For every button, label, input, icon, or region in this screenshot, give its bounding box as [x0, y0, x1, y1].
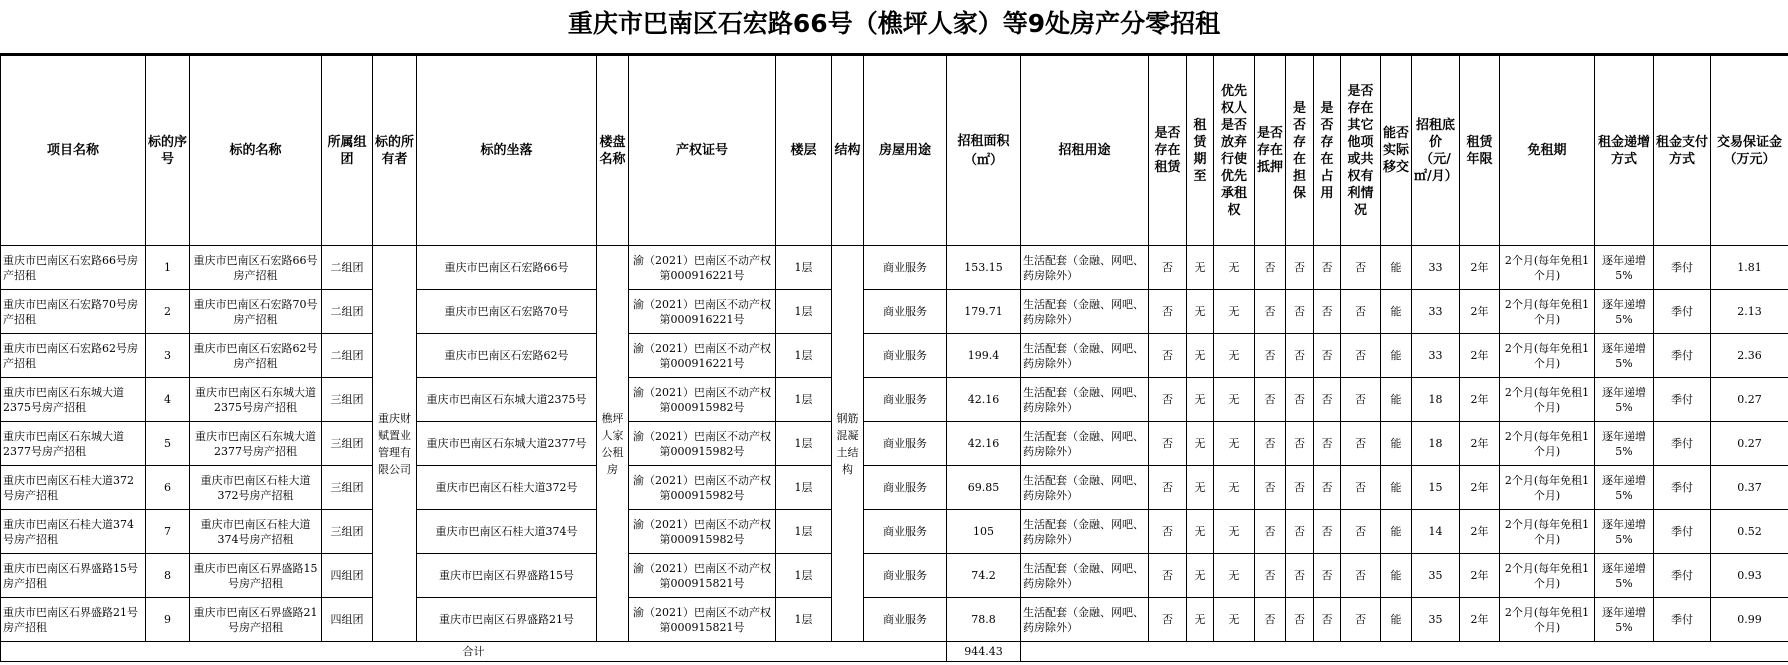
cell-no: 7 — [146, 510, 190, 554]
cell-increase: 逐年递增5% — [1595, 510, 1654, 554]
cell-occupied: 否 — [1314, 466, 1341, 510]
cell-mortgage: 否 — [1255, 554, 1286, 598]
cell-guarantee: 否 — [1286, 290, 1314, 334]
cell-increase: 逐年递增5% — [1595, 378, 1654, 422]
cell-mortgage: 否 — [1255, 334, 1286, 378]
cell-guarantee: 否 — [1286, 598, 1314, 642]
cell-floor: 1层 — [776, 554, 832, 598]
cell-price: 15 — [1412, 466, 1460, 510]
cell-lease-end: 无 — [1187, 334, 1214, 378]
cell-occupied: 否 — [1314, 290, 1341, 334]
cell-project: 重庆市巴南区石东城大道2375号房产招租 — [1, 378, 146, 422]
cell-other: 否 — [1341, 246, 1381, 290]
cell-cert: 渝（2021）巴南区不动产权第000915982号 — [629, 466, 776, 510]
merged-building: 樵坪人家公租房 — [597, 246, 629, 642]
cell-leased: 否 — [1149, 466, 1187, 510]
cell-no: 5 — [146, 422, 190, 466]
cell-floor: 1层 — [776, 510, 832, 554]
cell-area: 179.71 — [947, 290, 1021, 334]
header-row — [1, 56, 1788, 246]
cell-guarantee: 否 — [1286, 246, 1314, 290]
cell-payment: 季付 — [1654, 378, 1711, 422]
cell-priority: 无 — [1214, 290, 1255, 334]
cell-project: 重庆市巴南区石宏路66号房产招租 — [1, 246, 146, 290]
table-row — [1, 554, 1788, 598]
cell-increase: 逐年递增5% — [1595, 466, 1654, 510]
cell-name: 重庆市巴南区石宏路70号房产招租 — [190, 290, 322, 334]
cell-free: 2个月(每年免租1个月) — [1500, 554, 1595, 598]
column-header: 结构 — [832, 56, 864, 246]
table-row — [1, 598, 1788, 642]
cell-deposit: 0.27 — [1711, 378, 1788, 422]
cell-lease-end: 无 — [1187, 598, 1214, 642]
cell-cert: 渝（2021）巴南区不动产权第000915821号 — [629, 554, 776, 598]
cell-priority: 无 — [1214, 554, 1255, 598]
cell-name: 重庆市巴南区石宏路66号房产招租 — [190, 246, 322, 290]
cell-no: 6 — [146, 466, 190, 510]
cell-lease-end: 无 — [1187, 422, 1214, 466]
cell-group: 四组团 — [322, 598, 373, 642]
cell-other: 否 — [1341, 598, 1381, 642]
cell-transfer: 能 — [1381, 466, 1412, 510]
cell-usage: 商业服务 — [864, 334, 947, 378]
cell-group: 三组团 — [322, 422, 373, 466]
cell-occupied: 否 — [1314, 554, 1341, 598]
column-header: 楼盘名称 — [597, 56, 629, 246]
cell-name: 重庆市巴南区石界盛路21号房产招租 — [190, 598, 322, 642]
column-header: 招租底价（元/㎡/月） — [1412, 56, 1460, 246]
cell-increase: 逐年递增5% — [1595, 554, 1654, 598]
cell-name: 重庆市巴南区石桂大道374号房产招租 — [190, 510, 322, 554]
cell-deposit: 0.37 — [1711, 466, 1788, 510]
cell-area: 153.15 — [947, 246, 1021, 290]
column-header: 房屋用途 — [864, 56, 947, 246]
cell-deposit: 1.81 — [1711, 246, 1788, 290]
cell-usage: 商业服务 — [864, 598, 947, 642]
cell-increase: 逐年递增5% — [1595, 422, 1654, 466]
cell-usage: 商业服务 — [864, 290, 947, 334]
cell-free: 2个月(每年免租1个月) — [1500, 378, 1595, 422]
cell-leased: 否 — [1149, 598, 1187, 642]
cell-other: 否 — [1341, 378, 1381, 422]
cell-free: 2个月(每年免租1个月) — [1500, 334, 1595, 378]
cell-transfer: 能 — [1381, 510, 1412, 554]
cell-free: 2个月(每年免租1个月) — [1500, 598, 1595, 642]
cell-floor: 1层 — [776, 422, 832, 466]
cell-years: 2年 — [1460, 598, 1500, 642]
cell-free: 2个月(每年免租1个月) — [1500, 466, 1595, 510]
cell-name: 重庆市巴南区石界盛路15号房产招租 — [190, 554, 322, 598]
column-header: 标的名称 — [190, 56, 322, 246]
cell-priority: 无 — [1214, 334, 1255, 378]
cell-project: 重庆市巴南区石东城大道2377号房产招租 — [1, 422, 146, 466]
cell-guarantee: 否 — [1286, 422, 1314, 466]
column-header: 交易保证金（万元） — [1711, 56, 1788, 246]
cell-other: 否 — [1341, 290, 1381, 334]
cell-payment: 季付 — [1654, 554, 1711, 598]
cell-guarantee: 否 — [1286, 334, 1314, 378]
cell-mortgage: 否 — [1255, 378, 1286, 422]
cell-occupied: 否 — [1314, 598, 1341, 642]
cell-free: 2个月(每年免租1个月) — [1500, 422, 1595, 466]
cell-years: 2年 — [1460, 422, 1500, 466]
cell-area: 78.8 — [947, 598, 1021, 642]
column-header: 免租期 — [1500, 56, 1595, 246]
cell-increase: 逐年递增5% — [1595, 246, 1654, 290]
cell-lease-end: 无 — [1187, 510, 1214, 554]
cell-group: 三组团 — [322, 466, 373, 510]
column-header: 优先权人是否放弃行使优先承租权 — [1214, 56, 1255, 246]
cell-no: 8 — [146, 554, 190, 598]
column-header: 楼层 — [776, 56, 832, 246]
table-row — [1, 422, 1788, 466]
cell-increase: 逐年递增5% — [1595, 598, 1654, 642]
cell-purpose: 生活配套（金融、网吧、药房除外） — [1021, 246, 1149, 290]
cell-floor: 1层 — [776, 334, 832, 378]
cell-deposit: 0.52 — [1711, 510, 1788, 554]
cell-area: 105 — [947, 510, 1021, 554]
cell-usage: 商业服务 — [864, 466, 947, 510]
cell-price: 18 — [1412, 378, 1460, 422]
cell-project: 重庆市巴南区石宏路70号房产招租 — [1, 290, 146, 334]
cell-floor: 1层 — [776, 378, 832, 422]
cell-transfer: 能 — [1381, 422, 1412, 466]
cell-increase: 逐年递增5% — [1595, 290, 1654, 334]
cell-cert: 渝（2021）巴南区不动产权第000915821号 — [629, 598, 776, 642]
cell-price: 14 — [1412, 510, 1460, 554]
cell-mortgage: 否 — [1255, 422, 1286, 466]
total-row — [1, 642, 1788, 662]
cell-leased: 否 — [1149, 334, 1187, 378]
column-header: 标的所有者 — [373, 56, 417, 246]
cell-transfer: 能 — [1381, 334, 1412, 378]
cell-free: 2个月(每年免租1个月) — [1500, 510, 1595, 554]
cell-priority: 无 — [1214, 378, 1255, 422]
cell-guarantee: 否 — [1286, 554, 1314, 598]
cell-name: 重庆市巴南区石宏路62号房产招租 — [190, 334, 322, 378]
cell-project: 重庆市巴南区石桂大道372号房产招租 — [1, 466, 146, 510]
cell-leased: 否 — [1149, 422, 1187, 466]
table-row — [1, 290, 1788, 334]
cell-occupied: 否 — [1314, 246, 1341, 290]
cell-area: 42.16 — [947, 378, 1021, 422]
cell-deposit: 2.36 — [1711, 334, 1788, 378]
column-header: 是否存在租赁 — [1149, 56, 1187, 246]
table-row — [1, 510, 1788, 554]
table-row — [1, 378, 1788, 422]
cell-usage: 商业服务 — [864, 246, 947, 290]
table-row — [1, 246, 1788, 290]
cell-cert: 渝（2021）巴南区不动产权第000916221号 — [629, 290, 776, 334]
total-label: 合计 — [1, 642, 947, 662]
table-row — [1, 334, 1788, 378]
cell-usage: 商业服务 — [864, 422, 947, 466]
cell-deposit: 0.99 — [1711, 598, 1788, 642]
cell-priority: 无 — [1214, 466, 1255, 510]
cell-occupied: 否 — [1314, 422, 1341, 466]
cell-leased: 否 — [1149, 246, 1187, 290]
cell-transfer: 能 — [1381, 378, 1412, 422]
cell-occupied: 否 — [1314, 378, 1341, 422]
cell-mortgage: 否 — [1255, 510, 1286, 554]
column-header: 产权证号 — [629, 56, 776, 246]
cell-leased: 否 — [1149, 554, 1187, 598]
column-header: 招租面积（㎡） — [947, 56, 1021, 246]
cell-no: 3 — [146, 334, 190, 378]
cell-mortgage: 否 — [1255, 598, 1286, 642]
cell-guarantee: 否 — [1286, 466, 1314, 510]
rental-table — [0, 55, 1788, 662]
cell-price: 18 — [1412, 422, 1460, 466]
column-header: 是否存在其它他项或共权有利情况 — [1341, 56, 1381, 246]
cell-free: 2个月(每年免租1个月) — [1500, 246, 1595, 290]
cell-usage: 商业服务 — [864, 510, 947, 554]
cell-project: 重庆市巴南区石桂大道374号房产招租 — [1, 510, 146, 554]
cell-purpose: 生活配套（金融、网吧、药房除外） — [1021, 510, 1149, 554]
cell-mortgage: 否 — [1255, 290, 1286, 334]
cell-price: 35 — [1412, 598, 1460, 642]
cell-area: 199.4 — [947, 334, 1021, 378]
cell-years: 2年 — [1460, 290, 1500, 334]
cell-payment: 季付 — [1654, 290, 1711, 334]
cell-floor: 1层 — [776, 466, 832, 510]
cell-leased: 否 — [1149, 378, 1187, 422]
cell-cert: 渝（2021）巴南区不动产权第000915982号 — [629, 510, 776, 554]
cell-other: 否 — [1341, 334, 1381, 378]
column-header: 租金支付方式 — [1654, 56, 1711, 246]
total-area: 944.43 — [947, 642, 1021, 662]
cell-project: 重庆市巴南区石宏路62号房产招租 — [1, 334, 146, 378]
cell-payment: 季付 — [1654, 466, 1711, 510]
cell-location: 重庆市巴南区石桂大道372号 — [417, 466, 597, 510]
column-header: 租赁期至 — [1187, 56, 1214, 246]
table-row — [1, 466, 1788, 510]
cell-price: 33 — [1412, 290, 1460, 334]
cell-no: 9 — [146, 598, 190, 642]
cell-cert: 渝（2021）巴南区不动产权第000915982号 — [629, 378, 776, 422]
cell-transfer: 能 — [1381, 554, 1412, 598]
cell-location: 重庆市巴南区石界盛路15号 — [417, 554, 597, 598]
cell-group: 二组团 — [322, 334, 373, 378]
cell-group: 三组团 — [322, 510, 373, 554]
cell-name: 重庆市巴南区石桂大道372号房产招租 — [190, 466, 322, 510]
column-header: 是否存在占用 — [1314, 56, 1341, 246]
cell-leased: 否 — [1149, 290, 1187, 334]
cell-lease-end: 无 — [1187, 378, 1214, 422]
cell-deposit: 0.93 — [1711, 554, 1788, 598]
cell-priority: 无 — [1214, 510, 1255, 554]
cell-priority: 无 — [1214, 598, 1255, 642]
column-header: 是否存在抵押 — [1255, 56, 1286, 246]
cell-payment: 季付 — [1654, 334, 1711, 378]
cell-other: 否 — [1341, 510, 1381, 554]
cell-purpose: 生活配套（金融、网吧、药房除外） — [1021, 290, 1149, 334]
merged-structure: 钢筋混凝土结构 — [832, 246, 864, 642]
cell-other: 否 — [1341, 554, 1381, 598]
cell-group: 四组团 — [322, 554, 373, 598]
cell-location: 重庆市巴南区石东城大道2375号 — [417, 378, 597, 422]
cell-floor: 1层 — [776, 290, 832, 334]
cell-payment: 季付 — [1654, 598, 1711, 642]
cell-area: 69.85 — [947, 466, 1021, 510]
cell-no: 4 — [146, 378, 190, 422]
cell-location: 重庆市巴南区石宏路70号 — [417, 290, 597, 334]
cell-payment: 季付 — [1654, 510, 1711, 554]
cell-years: 2年 — [1460, 378, 1500, 422]
total-empty — [1021, 642, 1788, 662]
cell-deposit: 2.13 — [1711, 290, 1788, 334]
merged-owner: 重庆财赋置业管理有限公司 — [373, 246, 417, 642]
cell-usage: 商业服务 — [864, 554, 947, 598]
cell-cert: 渝（2021）巴南区不动产权第000915982号 — [629, 422, 776, 466]
cell-lease-end: 无 — [1187, 246, 1214, 290]
cell-purpose: 生活配套（金融、网吧、药房除外） — [1021, 334, 1149, 378]
cell-usage: 商业服务 — [864, 378, 947, 422]
cell-guarantee: 否 — [1286, 510, 1314, 554]
cell-free: 2个月(每年免租1个月) — [1500, 290, 1595, 334]
cell-other: 否 — [1341, 466, 1381, 510]
column-header: 所属组团 — [322, 56, 373, 246]
cell-mortgage: 否 — [1255, 246, 1286, 290]
cell-location: 重庆市巴南区石东城大道2377号 — [417, 422, 597, 466]
cell-years: 2年 — [1460, 510, 1500, 554]
column-header: 能否实际移交 — [1381, 56, 1412, 246]
cell-guarantee: 否 — [1286, 378, 1314, 422]
cell-priority: 无 — [1214, 422, 1255, 466]
cell-increase: 逐年递增5% — [1595, 334, 1654, 378]
cell-cert: 渝（2021）巴南区不动产权第000916221号 — [629, 334, 776, 378]
cell-transfer: 能 — [1381, 246, 1412, 290]
cell-project: 重庆市巴南区石界盛路15号房产招租 — [1, 554, 146, 598]
cell-purpose: 生活配套（金融、网吧、药房除外） — [1021, 598, 1149, 642]
cell-years: 2年 — [1460, 466, 1500, 510]
cell-occupied: 否 — [1314, 334, 1341, 378]
column-header: 招租用途 — [1021, 56, 1149, 246]
cell-group: 三组团 — [322, 378, 373, 422]
cell-occupied: 否 — [1314, 510, 1341, 554]
cell-name: 重庆市巴南区石东城大道2375号房产招租 — [190, 378, 322, 422]
cell-area: 74.2 — [947, 554, 1021, 598]
column-header: 租金递增方式 — [1595, 56, 1654, 246]
cell-price: 33 — [1412, 334, 1460, 378]
cell-priority: 无 — [1214, 246, 1255, 290]
cell-transfer: 能 — [1381, 598, 1412, 642]
cell-deposit: 0.27 — [1711, 422, 1788, 466]
cell-years: 2年 — [1460, 246, 1500, 290]
cell-price: 33 — [1412, 246, 1460, 290]
cell-group: 二组团 — [322, 246, 373, 290]
column-header: 是否存在担保 — [1286, 56, 1314, 246]
cell-floor: 1层 — [776, 598, 832, 642]
cell-cert: 渝（2021）巴南区不动产权第000916221号 — [629, 246, 776, 290]
cell-no: 2 — [146, 290, 190, 334]
cell-area: 42.16 — [947, 422, 1021, 466]
cell-location: 重庆市巴南区石桂大道374号 — [417, 510, 597, 554]
cell-group: 二组团 — [322, 290, 373, 334]
cell-other: 否 — [1341, 422, 1381, 466]
cell-lease-end: 无 — [1187, 290, 1214, 334]
cell-payment: 季付 — [1654, 422, 1711, 466]
cell-price: 35 — [1412, 554, 1460, 598]
cell-mortgage: 否 — [1255, 466, 1286, 510]
cell-purpose: 生活配套（金融、网吧、药房除外） — [1021, 378, 1149, 422]
cell-purpose: 生活配套（金融、网吧、药房除外） — [1021, 422, 1149, 466]
cell-name: 重庆市巴南区石东城大道2377号房产招租 — [190, 422, 322, 466]
cell-purpose: 生活配套（金融、网吧、药房除外） — [1021, 466, 1149, 510]
column-header: 标的序号 — [146, 56, 190, 246]
page-title: 重庆市巴南区石宏路66号（樵坪人家）等9处房产分零招租 — [0, 0, 1788, 55]
cell-payment: 季付 — [1654, 246, 1711, 290]
cell-location: 重庆市巴南区石宏路66号 — [417, 246, 597, 290]
cell-lease-end: 无 — [1187, 466, 1214, 510]
column-header: 标的坐落 — [417, 56, 597, 246]
column-header: 项目名称 — [1, 56, 146, 246]
cell-leased: 否 — [1149, 510, 1187, 554]
cell-purpose: 生活配套（金融、网吧、药房除外） — [1021, 554, 1149, 598]
cell-location: 重庆市巴南区石界盛路21号 — [417, 598, 597, 642]
cell-lease-end: 无 — [1187, 554, 1214, 598]
cell-project: 重庆市巴南区石界盛路21号房产招租 — [1, 598, 146, 642]
cell-location: 重庆市巴南区石宏路62号 — [417, 334, 597, 378]
cell-years: 2年 — [1460, 334, 1500, 378]
cell-floor: 1层 — [776, 246, 832, 290]
cell-no: 1 — [146, 246, 190, 290]
cell-years: 2年 — [1460, 554, 1500, 598]
cell-transfer: 能 — [1381, 290, 1412, 334]
column-header: 租赁年限 — [1460, 56, 1500, 246]
